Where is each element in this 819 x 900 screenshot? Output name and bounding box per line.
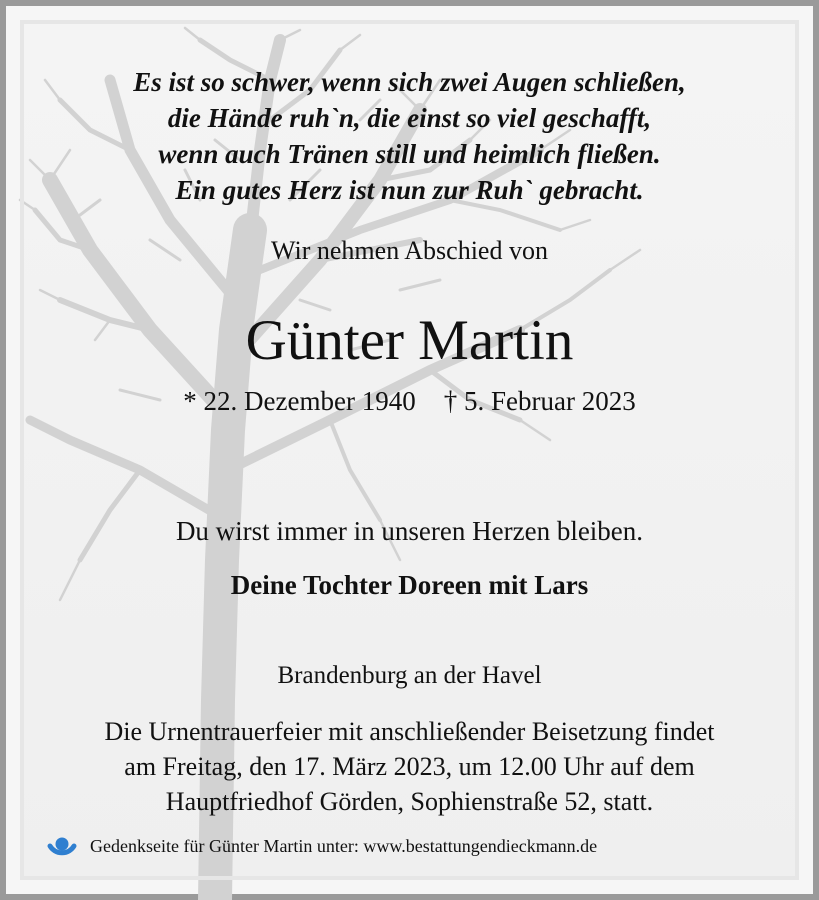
service-line: Hauptfriedhof Görden, Sophienstraße 52, statt. [165,787,654,816]
poem-line: wenn auch Tränen still und heimlich fließen. [158,139,661,169]
heart-line: Du wirst immer in unseren Herzen bleiben. [175,516,644,546]
family-signature: Deine Tochter Doreen mit Lars [230,570,589,600]
place-name: Brandenburg an der Havel [277,662,542,689]
service-line: Die Urnentrauerfeier mit anschließender Beisetzung findet [104,717,715,746]
service-info [0,714,819,819]
farewell-text: Wir nehmen Abschied von [271,236,548,265]
memorial-footer [44,826,597,866]
poem [0,64,819,208]
deceased-name: Günter Martin [245,309,574,372]
birth-date: * 22. Dezember 1940 [183,386,416,416]
death-date: † 5. Februar 2023 [443,386,636,416]
poem-line: Es ist so schwer, wenn sich zwei Augen schließen, [133,67,686,97]
memorial-page-link[interactable]: Gedenkseite für Günter Martin unter: www.bestattungendieckmann.de [90,835,598,856]
crescent-dot-logo-icon [44,828,80,864]
life-dates [0,386,819,417]
poem-line: Ein gutes Herz ist nun zur Ruh` gebracht. [175,175,644,205]
poem-line: die Hände ruh`n, die einst so viel geschafft, [167,103,652,133]
service-line: am Freitag, den 17. März 2023, um 12.00 Uhr auf dem [124,752,695,781]
